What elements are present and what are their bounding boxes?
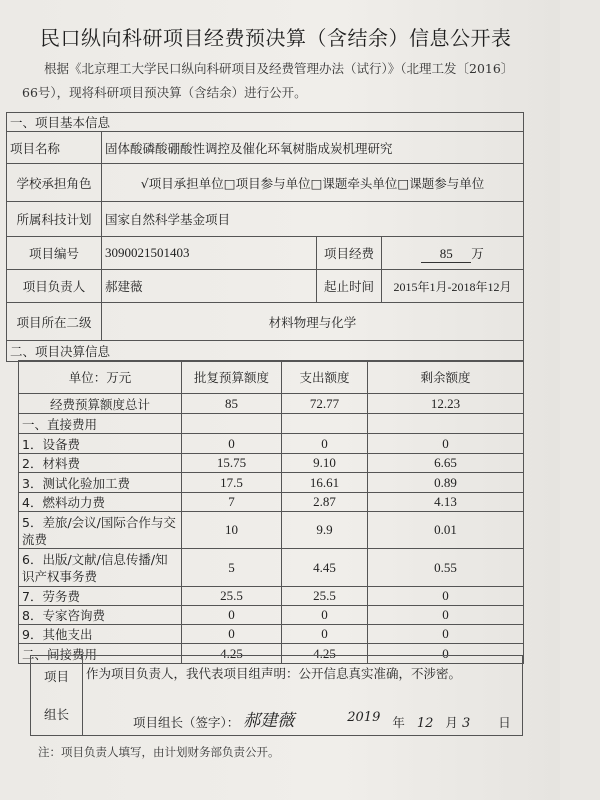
day-unit: 日 xyxy=(498,715,511,730)
leader-value: 郝建薇 xyxy=(102,270,317,303)
budget-approved-value: 0 xyxy=(182,606,282,625)
budget-row-label: 9．其他支出 xyxy=(19,625,182,644)
budget-row-label: 7．劳务费 xyxy=(19,587,182,606)
budget-spent-value: 9.10 xyxy=(282,454,368,473)
plan-value: 国家自然科学基金项目 xyxy=(102,202,524,237)
header-remaining: 剩余额度 xyxy=(368,361,524,394)
budget-row xyxy=(19,434,524,454)
declaration-statement: 作为项目负责人，我代表项目组声明：公开信息真实准确，不涉密。 xyxy=(86,666,462,681)
budget-remaining-value: 0 xyxy=(368,587,524,606)
budget-row-label: 5．差旅/会议/国际合作与交流费 xyxy=(19,512,182,549)
budget-remaining-value: 0.01 xyxy=(368,512,524,549)
budget-row xyxy=(19,414,524,434)
sign-year: 2019 xyxy=(347,710,381,725)
budget-remaining-value: 12.23 xyxy=(368,394,524,414)
budget-spent-value: 0 xyxy=(282,625,368,644)
budget-spent-value: 4.45 xyxy=(282,549,368,587)
budget-remaining-value: 0 xyxy=(368,434,524,454)
role-value: √项目承担单位□项目参与单位□课题牵头单位□课题参与单位 xyxy=(102,164,524,202)
budget-row-label: 一、直接费用 xyxy=(19,414,182,434)
budget-row xyxy=(19,606,524,625)
sign-day: 3 xyxy=(461,716,471,731)
budget-remaining-value: 0.89 xyxy=(368,473,524,493)
budget-approved-value: 10 xyxy=(182,512,282,549)
funding-value: 85 xyxy=(421,246,471,263)
budget-spent-value: 4.25 xyxy=(282,644,368,664)
declaration-table xyxy=(30,655,523,736)
budget-row-label: 8．专家咨询费 xyxy=(19,606,182,625)
budget-spent-value: 25.5 xyxy=(282,587,368,606)
budget-remaining-value: 0 xyxy=(368,644,524,664)
budget-row-label: 1．设备费 xyxy=(19,434,182,454)
budget-approved-value: 17.5 xyxy=(182,473,282,493)
budget-spent-value: 2.87 xyxy=(282,493,368,512)
section-budget-info: 二、项目决算信息 xyxy=(7,341,524,362)
budget-approved-value: 5 xyxy=(182,549,282,587)
budget-row-label: 6．出版/文献/信息传播/知识产权事务费 xyxy=(19,549,182,587)
period-value: 2015年1月-2018年12月 xyxy=(382,270,524,303)
budget-remaining-value: 0 xyxy=(368,606,524,625)
budget-row xyxy=(19,454,524,473)
basic-info-table xyxy=(6,112,524,362)
number-label: 项目编号 xyxy=(7,237,102,270)
plan-label: 所属科技计划 xyxy=(7,202,102,237)
period-label: 起止时间 xyxy=(317,270,382,303)
budget-remaining-value: 0 xyxy=(368,625,524,644)
budget-row xyxy=(19,394,524,414)
funding-label: 项目经费 xyxy=(317,237,382,270)
budget-remaining-value: 4.13 xyxy=(368,493,524,512)
budget-row-label: 经费预算额度总计 xyxy=(19,394,182,414)
section-basic-info: 一、项目基本信息 xyxy=(7,113,524,132)
dept-value: 材料物理与化学 xyxy=(102,303,524,341)
project-name-label: 项目名称 xyxy=(7,132,102,164)
sign-month: 12 xyxy=(416,716,434,731)
page-title: 民口纵向科研项目经费预决算（含结余）信息公开表 xyxy=(40,26,512,50)
signature: 郝建薇 xyxy=(243,711,295,731)
budget-approved-value: 4.25 xyxy=(182,644,282,664)
budget-row-label: 4．燃料动力费 xyxy=(19,493,182,512)
declaration-label-line1: 项目 xyxy=(43,668,69,684)
leader-label: 项目负责人 xyxy=(7,270,102,303)
budget-row xyxy=(19,473,524,493)
budget-row xyxy=(19,625,524,644)
budget-row xyxy=(19,493,524,512)
budget-approved-value: 0 xyxy=(182,625,282,644)
budget-approved-value xyxy=(182,414,282,434)
header-spent: 支出额度 xyxy=(282,361,368,394)
budget-row xyxy=(19,512,524,549)
project-name-value: 固体酸磷酸硼酸性调控及催化环氧树脂成炭机理研究 xyxy=(102,132,524,164)
role-label: 学校承担角色 xyxy=(7,164,102,202)
footnote: 注：项目负责人填写，由计划财务部负责公开。 xyxy=(38,745,280,759)
funding-unit: 万 xyxy=(471,245,484,261)
budget-remaining-value: 0.55 xyxy=(368,549,524,587)
budget-spent-value: 16.61 xyxy=(282,473,368,493)
budget-spent-value xyxy=(282,414,368,434)
budget-spent-value: 0 xyxy=(282,434,368,454)
funding-cell xyxy=(382,237,524,270)
header-unit: 单位：万元 xyxy=(19,361,182,394)
budget-row-label: 二、间接费用 xyxy=(19,644,182,664)
budget-remaining-value xyxy=(368,414,524,434)
declaration-label xyxy=(31,656,83,736)
budget-approved-value: 15.75 xyxy=(182,454,282,473)
budget-approved-value: 7 xyxy=(182,493,282,512)
budget-row xyxy=(19,587,524,606)
budget-row-label: 2．材料费 xyxy=(19,454,182,473)
budget-spent-value: 9.9 xyxy=(282,512,368,549)
budget-spent-value: 0 xyxy=(282,606,368,625)
declaration-cell xyxy=(83,656,523,736)
month-unit: 月 xyxy=(445,715,458,730)
budget-table xyxy=(18,360,524,664)
signature-line xyxy=(133,706,518,731)
budget-row-label: 3．测试化验加工费 xyxy=(19,473,182,493)
dept-label: 项目所在二级 xyxy=(7,303,102,341)
declaration-label-line2: 组长 xyxy=(43,706,69,722)
header-approved: 批复预算额度 xyxy=(182,361,282,394)
budget-approved-value: 0 xyxy=(182,434,282,454)
budget-row xyxy=(19,549,524,587)
number-value: 3090021501403 xyxy=(102,237,317,270)
sign-label: 项目组长（签字）： xyxy=(133,715,240,730)
budget-approved-value: 25.5 xyxy=(182,587,282,606)
intro-paragraph: 根据《北京理工大学民口纵向科研项目及经费管理办法（试行）》（北理工发〔2016〕66号），现将科研项目预决算（含结余）进行公开。 xyxy=(22,61,514,100)
budget-spent-value: 72.77 xyxy=(282,394,368,414)
budget-remaining-value: 6.65 xyxy=(368,454,524,473)
year-unit: 年 xyxy=(392,715,405,730)
budget-approved-value: 85 xyxy=(182,394,282,414)
